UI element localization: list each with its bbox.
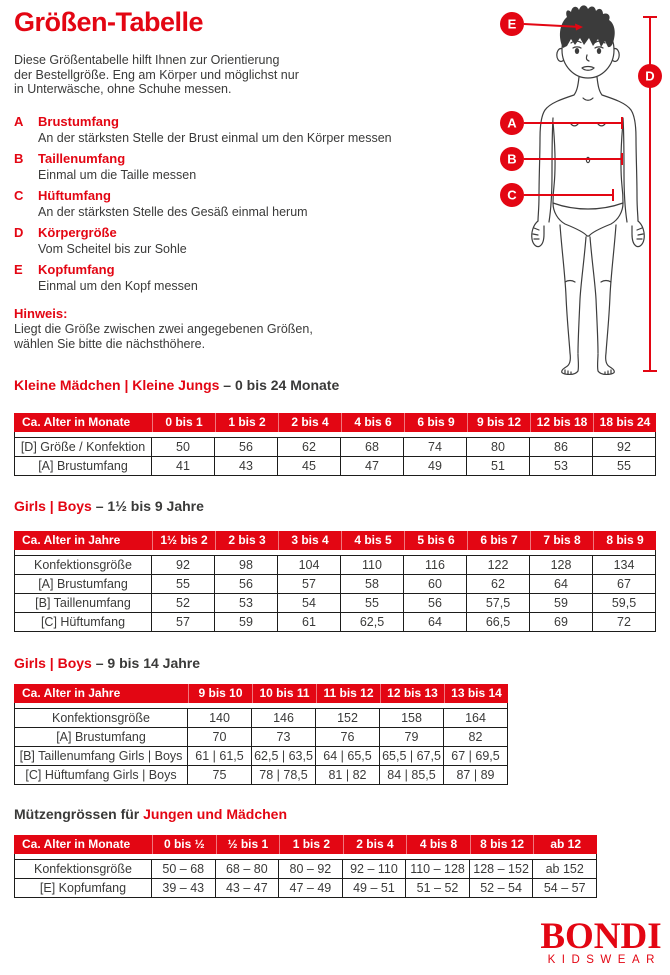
row-label: [A] Brustumfang — [14, 575, 152, 594]
header-row — [14, 835, 597, 854]
cell: 69 — [530, 613, 593, 632]
cell: 128 — [530, 555, 593, 575]
cell: 84 | 85,5 — [380, 766, 444, 785]
page-title: Größen-Tabelle — [14, 7, 204, 37]
cell: 86 — [530, 437, 593, 457]
corner-label: Ca. Alter in Monate — [14, 835, 152, 854]
cell: 43 – 47 — [216, 879, 280, 898]
cell: 62 — [467, 575, 530, 594]
cell: 66,5 — [467, 613, 530, 632]
measurement-desc: Einmal um den Kopf messen — [38, 278, 198, 293]
row-label: [E] Kopfumfang — [14, 879, 152, 898]
cell: 50 – 68 — [152, 859, 216, 879]
row-label: [A] Brustumfang — [14, 728, 188, 747]
cell: 52 — [152, 594, 215, 613]
cell: 152 — [316, 708, 380, 728]
cell: 67 — [593, 575, 656, 594]
brand-name: BONDI — [540, 916, 662, 957]
size-table — [14, 835, 597, 898]
measurement-letter: C — [14, 187, 24, 203]
cell: 57 — [152, 613, 215, 632]
cell: 56 — [215, 437, 278, 457]
cell: 140 — [188, 708, 252, 728]
intro-line: Diese Größentabelle hilft Ihnen zur Orientierung — [14, 53, 280, 67]
column-header: 4 bis 5 — [341, 531, 404, 550]
cell: 92 — [152, 555, 215, 575]
header-row — [14, 531, 656, 550]
row-label: Konfektionsgröße — [14, 859, 152, 879]
column-header: 11 bis 12 — [316, 684, 380, 703]
cell: 64 | 65,5 — [316, 747, 380, 766]
column-header: 13 bis 14 — [444, 684, 508, 703]
column-header: 3 bis 4 — [278, 531, 341, 550]
cell: 53 — [530, 457, 593, 476]
table-row — [14, 879, 597, 898]
column-header: 7 bis 8 — [530, 531, 593, 550]
column-header: 1½ bis 2 — [152, 531, 215, 550]
table-row — [14, 594, 656, 613]
column-header: 10 bis 11 — [252, 684, 316, 703]
column-header: 9 bis 12 — [467, 413, 530, 432]
cell: 116 — [404, 555, 467, 575]
heading-black-part: Mützengrössen für — [14, 805, 144, 822]
cell: 51 — [467, 457, 530, 476]
table-row — [14, 859, 597, 879]
cell: 47 – 49 — [279, 879, 343, 898]
note-line: wählen Sie bitte die nächsthöhere. — [14, 337, 206, 351]
column-header: 12 bis 13 — [380, 684, 444, 703]
cell: 74 — [404, 437, 467, 457]
table-row — [14, 437, 656, 457]
chest-marker-letter: A — [507, 115, 517, 131]
cell: 62,5 — [341, 613, 404, 632]
measurement-term: Taillenumfang — [38, 150, 126, 166]
column-header: 4 bis 6 — [341, 413, 404, 432]
cell: 55 — [152, 575, 215, 594]
cell: 68 — [341, 437, 404, 457]
column-header: 0 bis ½ — [152, 835, 216, 854]
cell: 67 | 69,5 — [444, 747, 508, 766]
cell: 87 | 89 — [444, 766, 508, 785]
corner-label: Ca. Alter in Monate — [14, 413, 152, 432]
header-row — [14, 684, 508, 703]
cell: 98 — [215, 555, 278, 575]
column-header: 1 bis 2 — [279, 835, 343, 854]
heading-red-part: Kleine Mädchen | Kleine Jungs — [14, 376, 220, 393]
section-hat-sizes — [14, 806, 658, 898]
cell: 79 — [380, 728, 444, 747]
size-table — [14, 684, 508, 785]
column-header: 8 bis 9 — [593, 531, 656, 550]
corner-label: Ca. Alter in Jahre — [14, 684, 188, 703]
row-label: [A] Brustumfang — [14, 457, 152, 476]
row-label: [C] Hüftumfang — [14, 613, 152, 632]
cell: 76 — [316, 728, 380, 747]
cell: 60 — [404, 575, 467, 594]
cell: 75 — [188, 766, 252, 785]
heading-red-part: Girls | Boys — [14, 497, 92, 514]
column-header: ½ bis 1 — [216, 835, 280, 854]
row-label: [B] Taillenumfang — [14, 594, 152, 613]
measurement-letter: D — [14, 224, 24, 240]
measurement-desc: Vom Scheitel bis zur Sohle — [38, 241, 187, 256]
measurement-term: Brustumfang — [38, 113, 119, 129]
cell: 50 — [152, 437, 215, 457]
table-row — [14, 613, 656, 632]
row-label: [C] Hüftumfang Girls | Boys — [14, 766, 188, 785]
cell: 73 — [252, 728, 316, 747]
column-header: 4 bis 8 — [406, 835, 470, 854]
cell: 41 — [152, 457, 215, 476]
note-label: Hinweis: — [14, 305, 68, 321]
table-row — [14, 555, 656, 575]
table-mount — [14, 531, 658, 632]
cell: 49 — [404, 457, 467, 476]
measurement-desc: Einmal um die Taille messen — [38, 167, 197, 182]
cell: 57 — [278, 575, 341, 594]
cell: 56 — [404, 594, 467, 613]
table-mount — [14, 684, 658, 785]
intro-line: in Unterwäsche, ohne Schuhe messen. — [14, 82, 232, 96]
measurement-term: Hüftumfang — [38, 187, 111, 203]
measurement-letter: E — [14, 261, 23, 277]
size-table — [14, 531, 656, 632]
cell: 51 – 52 — [406, 879, 470, 898]
column-header: ab 12 — [533, 835, 597, 854]
cell: 80 — [467, 437, 530, 457]
cell: 110 – 128 — [406, 859, 470, 879]
table-row — [14, 766, 508, 785]
cell: 92 — [593, 437, 656, 457]
cell: 64 — [530, 575, 593, 594]
section-heading — [14, 655, 658, 672]
cell: 78 | 78,5 — [252, 766, 316, 785]
head-marker-letter: E — [507, 16, 517, 32]
table-row — [14, 728, 508, 747]
cell: 81 | 82 — [316, 766, 380, 785]
corner-label: Ca. Alter in Jahre — [14, 531, 152, 550]
briefs — [553, 203, 623, 209]
column-header: 0 bis 1 — [152, 413, 215, 432]
column-header: 2 bis 4 — [278, 413, 341, 432]
cell: 47 — [341, 457, 404, 476]
figure-outline — [532, 5, 645, 374]
cell: 54 – 57 — [533, 879, 597, 898]
column-header: 8 bis 12 — [470, 835, 534, 854]
row-label: [D] Größe / Konfektion — [14, 437, 152, 457]
cell: 54 — [278, 594, 341, 613]
cell: 52 – 54 — [470, 879, 534, 898]
row-label: Konfektionsgröße — [14, 555, 152, 575]
section-heading — [14, 498, 658, 515]
column-header: 5 bis 6 — [404, 531, 467, 550]
cell: 158 — [380, 708, 444, 728]
cell: 70 — [188, 728, 252, 747]
cell: 128 – 152 — [470, 859, 534, 879]
column-header: 9 bis 10 — [188, 684, 252, 703]
section-babies — [14, 377, 658, 476]
cell: 61 — [278, 613, 341, 632]
cell: 43 — [215, 457, 278, 476]
cell: 55 — [341, 594, 404, 613]
column-header: 1 bis 2 — [215, 413, 278, 432]
row-label: [B] Taillenumfang Girls | Boys — [14, 747, 188, 766]
note-line: Liegt die Größe zwischen zwei angegebenen Größen, — [14, 321, 313, 336]
table-row — [14, 457, 656, 476]
cell: 122 — [467, 555, 530, 575]
cell: 61 | 61,5 — [188, 747, 252, 766]
table-mount — [14, 413, 658, 476]
waist-marker-line — [524, 153, 622, 165]
cell: 59,5 — [593, 594, 656, 613]
column-header: 2 bis 3 — [215, 531, 278, 550]
measurement-term: Körpergröße — [38, 224, 117, 240]
cell: 45 — [278, 457, 341, 476]
heading-red-part: Jungen und Mädchen — [143, 805, 288, 822]
heading-red-part: Girls | Boys — [14, 654, 92, 671]
cell: 146 — [252, 708, 316, 728]
cell: 49 – 51 — [343, 879, 407, 898]
chest-marker-line — [524, 117, 622, 129]
table-row — [14, 575, 656, 594]
cell: 62 — [278, 437, 341, 457]
table-mount — [14, 835, 658, 898]
cell: 59 — [215, 613, 278, 632]
cell: 39 – 43 — [152, 879, 216, 898]
column-header: 2 bis 4 — [343, 835, 407, 854]
section-girls-boys-1-9 — [14, 498, 658, 632]
child-figure-illustration — [485, 4, 665, 389]
brand-logo — [537, 916, 665, 966]
cell: 56 — [215, 575, 278, 594]
measurement-desc: An der stärksten Stelle der Brust einmal um den Körper messen — [38, 130, 392, 145]
cell: 62,5 | 63,5 — [252, 747, 316, 766]
heading-black-part: – 9 bis 14 Jahre — [91, 654, 201, 671]
cell: 57,5 — [467, 594, 530, 613]
heading-black-part: – 0 bis 24 Monate — [219, 376, 340, 393]
heading-black-part: – 1½ bis 9 Jahre — [91, 497, 204, 514]
table-row — [14, 708, 508, 728]
cell: 164 — [444, 708, 508, 728]
section-heading — [14, 806, 658, 823]
cell: 82 — [444, 728, 508, 747]
waist-marker-letter: B — [507, 151, 517, 167]
column-header: 12 bis 18 — [530, 413, 593, 432]
cell: 72 — [593, 613, 656, 632]
measurement-letter: B — [14, 150, 24, 166]
hip-marker-line — [524, 189, 613, 201]
cell: 68 – 80 — [216, 859, 280, 879]
cell: 110 — [341, 555, 404, 575]
cell: 58 — [341, 575, 404, 594]
row-label: Konfektionsgröße — [14, 708, 188, 728]
cell: 53 — [215, 594, 278, 613]
cell: 55 — [593, 457, 656, 476]
cell: 65,5 | 67,5 — [380, 747, 444, 766]
measurement-letter: A — [14, 113, 24, 129]
height-marker-letter: D — [645, 68, 655, 84]
table-row — [14, 747, 508, 766]
cell: 104 — [278, 555, 341, 575]
cell: 92 – 110 — [343, 859, 407, 879]
cell: ab 152 — [533, 859, 597, 879]
cell: 59 — [530, 594, 593, 613]
measurement-desc: An der stärksten Stelle des Gesäß einmal herum — [38, 204, 308, 219]
column-header: 18 bis 24 — [593, 413, 656, 432]
section-girls-boys-9-14 — [14, 655, 658, 785]
cell: 64 — [404, 613, 467, 632]
header-row — [14, 413, 656, 432]
brand-subtitle: KIDSWEAR — [547, 954, 661, 966]
column-header: 6 bis 9 — [404, 413, 467, 432]
hip-marker-letter: C — [507, 187, 517, 203]
size-table — [14, 413, 656, 476]
column-header: 6 bis 7 — [467, 531, 530, 550]
cell: 80 – 92 — [279, 859, 343, 879]
measurement-term: Kopfumfang — [38, 261, 115, 277]
cell: 134 — [593, 555, 656, 575]
intro-line: der Bestellgröße. Eng am Körper und möglichst nur — [14, 67, 299, 82]
